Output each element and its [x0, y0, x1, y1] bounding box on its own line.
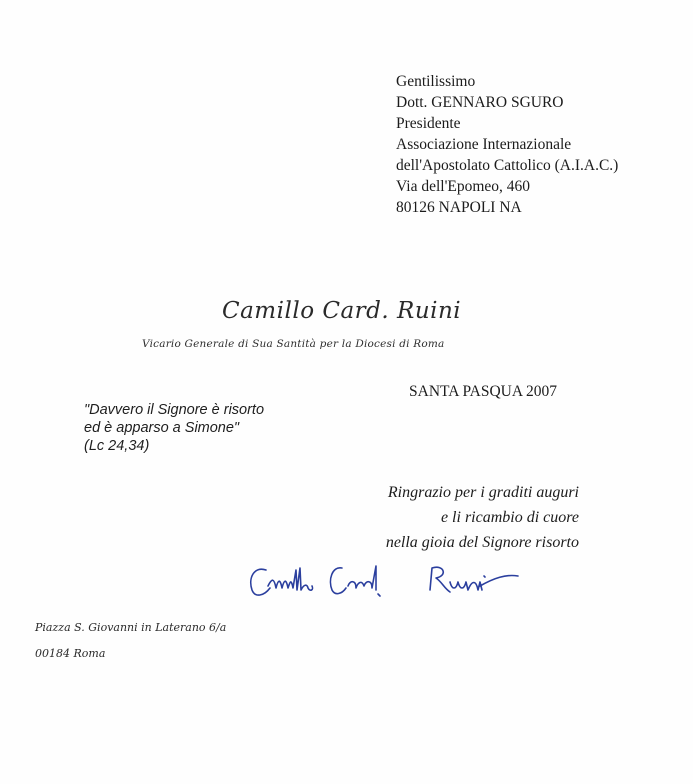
- recipient-salutation: Gentilissimo: [396, 73, 476, 90]
- message-line-2: e li ricambio di cuore: [440, 509, 579, 526]
- date-line: SANTA PASQUA 2007: [409, 383, 558, 400]
- footer-address-line-1: Piazza S. Giovanni in Laterano 6/a: [35, 621, 227, 634]
- recipient-organization-line2: dell'Apostolato Cattolico (A.I.A.C.): [396, 157, 619, 174]
- sender-title: Vicario Generale di Sua Santità per la Diocesi di Roma: [142, 338, 445, 350]
- quote-line-2: ed è apparso a Simone": [84, 420, 240, 436]
- message-line-1: Ringrazio per i graditi auguri: [387, 484, 579, 501]
- recipient-name: Dott. GENNARO SGURO: [396, 94, 564, 111]
- signature-strokes: [251, 566, 518, 596]
- scripture-quote: [84, 401, 264, 455]
- handwritten-signature: [244, 556, 544, 604]
- quote-reference: (Lc 24,34): [84, 438, 150, 454]
- footer-address-line-2: 00184 Roma: [35, 647, 106, 660]
- recipient-street: Via dell'Epomeo, 460: [396, 178, 531, 195]
- message-body: [386, 480, 579, 555]
- quote-line-1: "Davvero il Signore è risorto: [84, 402, 265, 418]
- recipient-role: Presidente: [396, 115, 461, 132]
- message-line-3: nella gioia del Signore risorto: [385, 534, 579, 551]
- recipient-address: [396, 71, 618, 218]
- recipient-organization-line1: Associazione Internazionale: [396, 136, 572, 153]
- sender-address-footer: [35, 615, 226, 667]
- recipient-city: 80126 NAPOLI NA: [396, 199, 522, 216]
- sender-name: Camillo Card. Ruini: [222, 298, 462, 324]
